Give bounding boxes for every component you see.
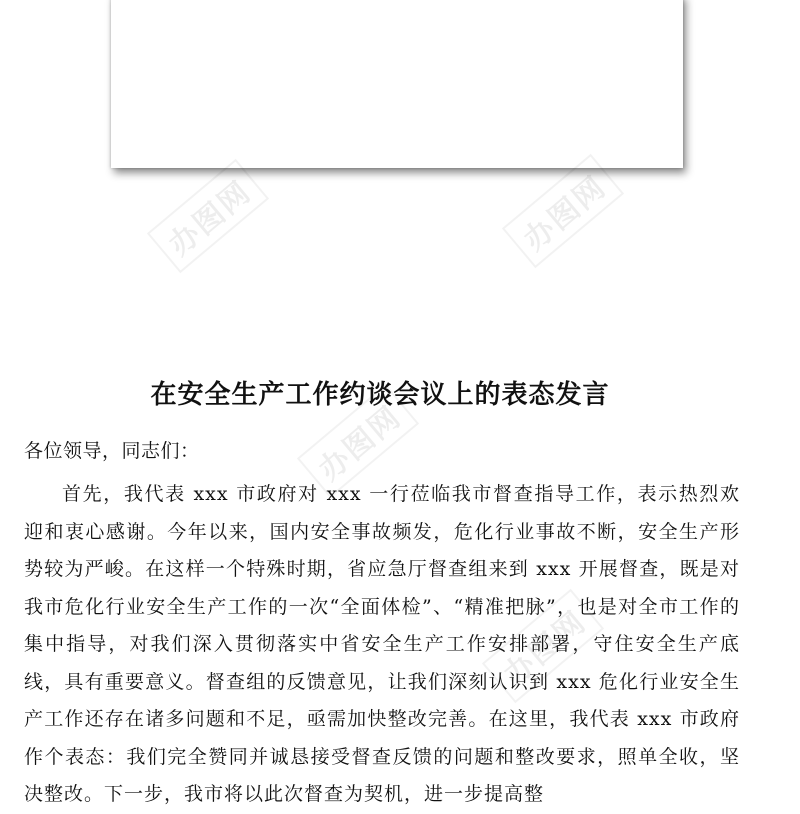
watermark: 办图网 xyxy=(147,159,269,273)
previous-page-preview xyxy=(111,0,683,168)
watermark: 办图网 xyxy=(502,154,624,268)
document-title: 在安全生产工作约谈会议上的表态发言 xyxy=(150,380,610,410)
body-paragraph: 首先，我代表 xxx 市政府对 xxx 一行莅临我市督查指导工作，表示热烈欢迎和衷心感谢。今年以来，国内安全事故频发，危化行业事故不断，安全生产形势较为严峻。在这样一个特殊时期，省应急厅督查组来到 xxx 开展督查，既是对我市危化行业安全生产工作的一次“全面体检”、“精准把脉”，也是对全市工作的集中指导，对我们深入贯彻落实中省安全生产工作安排部署，守住安全生产底线，具有重要意义。督查组的反馈意见，让我们深刻认识到 xxx 危化行业安全生产工作还存在诸多问题和不足，亟需加快整改完善。在这里，我代表 xxx 市政府作个表态：我们完全赞同并诚恳接受督查反馈的问题和整改要求，照单全收，坚决整改。下一步，我市将以此次督查为契机，进一步提高整 xyxy=(24,483,740,805)
watermark: 办图网 xyxy=(297,384,419,498)
watermark: 办图网 xyxy=(482,589,604,703)
greeting: 各位领导，同志们： xyxy=(24,440,200,462)
